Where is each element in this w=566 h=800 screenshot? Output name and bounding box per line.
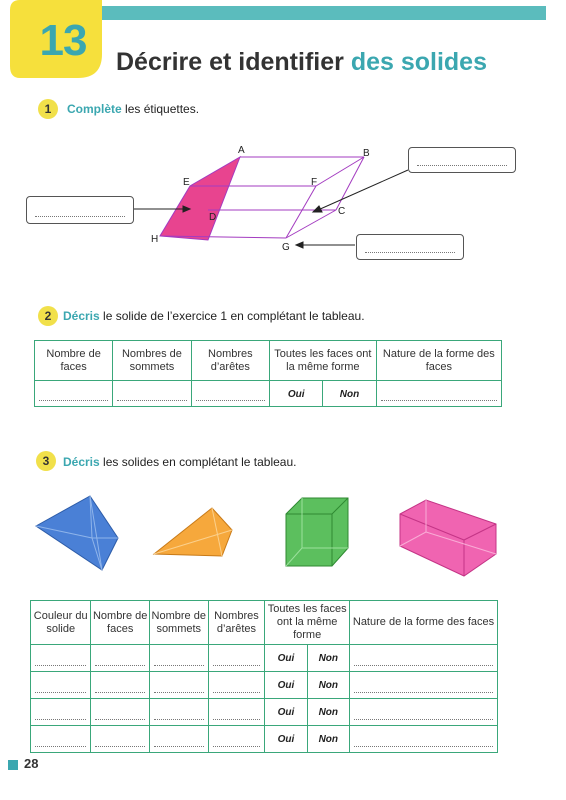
exercise-2-instruction xyxy=(63,308,365,324)
ex3-no-option[interactable]: Non xyxy=(307,645,349,672)
ex3-cell-edges[interactable] xyxy=(208,645,265,672)
ex2-cell-edges[interactable] xyxy=(191,381,269,407)
label-box-top-right[interactable] xyxy=(408,147,516,173)
vertex-a: A xyxy=(238,145,245,156)
exercise-1-instruction xyxy=(67,101,199,117)
page-title xyxy=(116,44,487,80)
exercise-1-verb: Complète xyxy=(67,102,122,116)
ex3-cell-vertices[interactable] xyxy=(149,699,208,726)
pink-prism-icon xyxy=(394,496,500,580)
ex3-cell-nature[interactable] xyxy=(350,672,498,699)
table-row xyxy=(31,699,498,726)
ex3-header-vertices: Nombre de sommets xyxy=(149,601,208,645)
table-row xyxy=(31,726,498,753)
footer-square xyxy=(8,760,18,770)
blue-pyramid-icon xyxy=(30,488,130,574)
ex3-yes-option[interactable]: Oui xyxy=(265,645,307,672)
exercise-3-instruction xyxy=(63,454,297,470)
ex2-cell-faces[interactable] xyxy=(35,381,113,407)
vertex-c: C xyxy=(338,206,346,217)
table-row xyxy=(31,645,498,672)
page-title-part2: des solides xyxy=(350,48,487,76)
arrow-right-top xyxy=(318,170,408,210)
table-row xyxy=(31,672,498,699)
ex3-cell-faces[interactable] xyxy=(91,672,150,699)
green-cube-icon xyxy=(282,496,352,574)
ex3-header-edges: Nombres d’arêtes xyxy=(208,601,265,645)
exercise-number-2: 2 xyxy=(38,306,58,326)
arrow-right-top-head xyxy=(313,206,322,212)
exercise-2-verb: Décris xyxy=(63,309,100,323)
ex3-header-faces: Nombre de faces xyxy=(91,601,150,645)
ex3-cell-edges[interactable] xyxy=(208,726,265,753)
ex3-cell-nature[interactable] xyxy=(350,726,498,753)
ex3-cell-vertices[interactable] xyxy=(149,672,208,699)
ex3-cell-faces[interactable] xyxy=(91,645,150,672)
ex3-header-same-shape: Toutes les faces ont la même forme xyxy=(265,601,350,645)
exercise-2-text: le solide de l’exercice 1 en complétant le tableau. xyxy=(99,309,365,323)
ex3-yes-option[interactable]: Oui xyxy=(265,699,307,726)
ex3-cell-color[interactable] xyxy=(31,726,91,753)
label-box-left[interactable] xyxy=(26,196,134,224)
ex3-cell-faces[interactable] xyxy=(91,726,150,753)
vertex-g: G xyxy=(282,242,290,253)
page-number: 28 xyxy=(24,756,39,771)
ex3-cell-nature[interactable] xyxy=(350,699,498,726)
ex2-header-vertices: Nombres de sommets xyxy=(113,341,191,381)
exercise-number-1: 1 xyxy=(38,99,58,119)
ex3-cell-color[interactable] xyxy=(31,645,91,672)
exercise-3-text: les solides en complétant le tableau. xyxy=(99,455,297,469)
ex3-cell-edges[interactable] xyxy=(208,699,265,726)
ex3-cell-faces[interactable] xyxy=(91,699,150,726)
vertex-h: H xyxy=(151,234,159,245)
ex3-cell-edges[interactable] xyxy=(208,672,265,699)
ex2-no-option[interactable]: Non xyxy=(323,381,376,407)
ex3-no-option[interactable]: Non xyxy=(307,672,349,699)
ex3-yes-option[interactable]: Oui xyxy=(265,726,307,753)
ex2-header-same-shape: Toutes les faces ont la même forme xyxy=(270,341,377,381)
ex2-cell-nature[interactable] xyxy=(376,381,501,407)
ex3-cell-color[interactable] xyxy=(31,699,91,726)
ex2-cell-vertices[interactable] xyxy=(113,381,191,407)
ex3-cell-vertices[interactable] xyxy=(149,726,208,753)
ex3-cell-color[interactable] xyxy=(31,672,91,699)
exercise-number-3: 3 xyxy=(36,451,56,471)
ex2-header-edges: Nombres d’arêtes xyxy=(191,341,269,381)
exercise-2-table xyxy=(34,340,502,407)
ex2-header-faces: Nombre de faces xyxy=(35,341,113,381)
exercise-3-table xyxy=(30,600,498,753)
ex3-no-option[interactable]: Non xyxy=(307,726,349,753)
ex3-yes-option[interactable]: Oui xyxy=(265,672,307,699)
ex3-header-nature: Nature de la forme des faces xyxy=(350,601,498,645)
ex3-cell-nature[interactable] xyxy=(350,645,498,672)
vertex-d: D xyxy=(209,212,217,223)
ex3-cell-vertices[interactable] xyxy=(149,645,208,672)
chapter-number: 13 xyxy=(39,16,87,65)
page-title-part1: Décrire et identifier xyxy=(116,48,344,76)
exercise-1-text: les étiquettes. xyxy=(121,102,200,116)
orange-triangular-pyramid-icon xyxy=(150,504,238,562)
ex3-no-option[interactable]: Non xyxy=(307,699,349,726)
label-box-bottom-right[interactable] xyxy=(356,234,464,260)
exercise-3-verb: Décris xyxy=(63,455,100,469)
vertex-f: F xyxy=(311,177,318,188)
arrow-right-bottom-head xyxy=(296,242,303,248)
title-band xyxy=(70,6,546,20)
ex3-header-color: Couleur du solide xyxy=(31,601,91,645)
vertex-b: B xyxy=(363,148,370,159)
vertex-e: E xyxy=(183,177,190,188)
pink-face xyxy=(160,157,240,240)
ex2-yes-option[interactable]: Oui xyxy=(270,381,323,407)
ex2-header-nature: Nature de la forme des faces xyxy=(376,341,501,381)
